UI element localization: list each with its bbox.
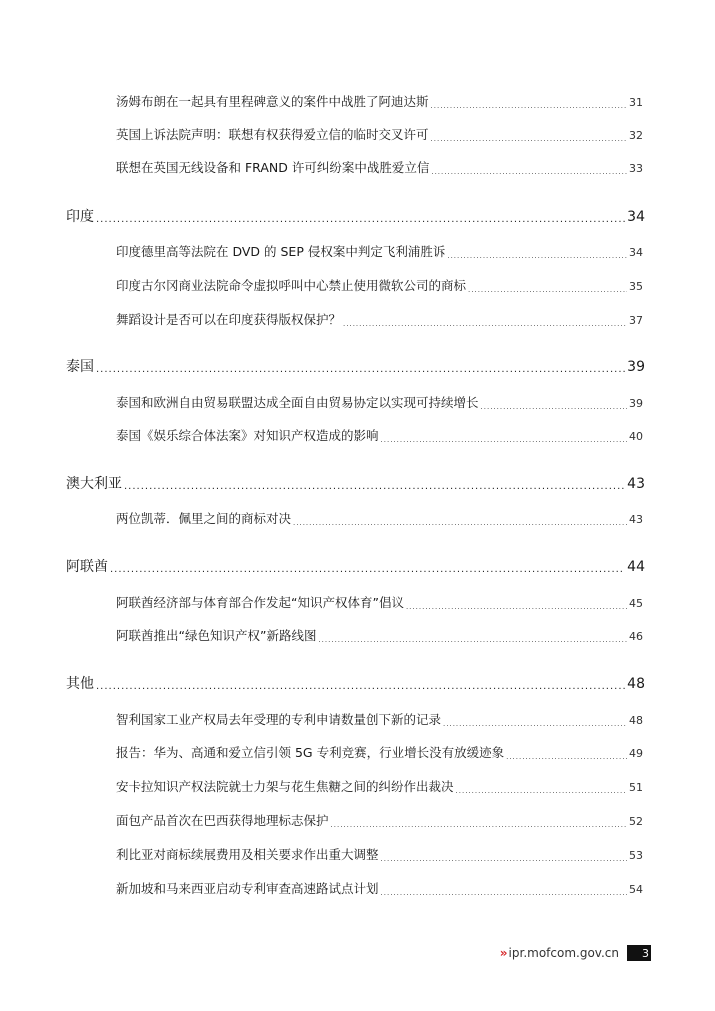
- leader-dots: [381, 889, 627, 899]
- toc-entry[interactable]: [116, 743, 643, 763]
- toc-entry[interactable]: [116, 125, 643, 145]
- toc-entry-page: 52: [629, 815, 643, 828]
- toc-entry-title: 阿联酋经济部与体育部合作发起“知识产权体育”倡议: [116, 595, 404, 610]
- toc-entry-title: 舞蹈设计是否可以在印度获得版权保护？: [116, 312, 342, 327]
- toc-entry[interactable]: [116, 593, 643, 613]
- toc-entry[interactable]: [116, 242, 643, 262]
- toc-section-heading[interactable]: [66, 673, 645, 695]
- toc-entry-page: 45: [629, 597, 643, 610]
- leader-dots: [381, 436, 627, 446]
- page-number-box: [627, 945, 651, 961]
- toc-entry-title: 英国上诉法院声明：联想有权获得爱立信的临时交叉许可: [116, 127, 429, 142]
- toc-section-title: 泰国: [66, 359, 94, 375]
- leader-dots: [124, 482, 625, 495]
- toc-section-heading[interactable]: [66, 556, 645, 578]
- toc-entry-page: 43: [629, 513, 643, 526]
- toc-entry-title: 两位凯蒂．佩里之间的商标对决: [116, 511, 292, 526]
- toc-entry-title: 汤姆布朗在一起具有里程碑意义的案件中战胜了阿迪达斯: [116, 94, 429, 109]
- leader-dots: [431, 135, 627, 145]
- toc-entry-page: 31: [629, 96, 643, 109]
- toc-section-page: 48: [627, 676, 645, 692]
- leader-dots: [96, 215, 625, 228]
- toc-entry[interactable]: [116, 276, 643, 296]
- toc-entry[interactable]: [116, 845, 643, 865]
- page-footer: [500, 944, 651, 962]
- toc-section-title: 澳大利亚: [66, 476, 122, 492]
- toc-entry[interactable]: [116, 777, 643, 797]
- leader-dots: [343, 320, 627, 330]
- toc-entry-page: 40: [629, 430, 643, 443]
- toc-entry-page: 49: [629, 747, 643, 760]
- toc-section-page: 44: [627, 559, 645, 575]
- toc-entry[interactable]: [116, 92, 643, 112]
- toc-entry-title: 联想在英国无线设备和 FRAND 许可纠纷案中战胜爱立信: [116, 160, 430, 175]
- toc-entry[interactable]: [116, 158, 643, 178]
- leader-dots: [431, 102, 627, 112]
- toc-entry-title: 智利国家工业产权局去年受理的专利申请数量创下新的记录: [116, 712, 442, 727]
- toc-section-heading[interactable]: [66, 473, 645, 495]
- toc-entry-page: 34: [629, 246, 643, 259]
- footer-url[interactable]: ipr.mofcom.gov.cn: [508, 946, 619, 960]
- leader-dots: [447, 252, 627, 262]
- toc-section-heading[interactable]: [66, 356, 645, 378]
- toc-entry-title: 印度德里高等法院在 DVD 的 SEP 侵权案中判定飞利浦胜诉: [116, 244, 446, 259]
- leader-dots: [468, 286, 627, 296]
- toc-entry-page: 37: [629, 314, 643, 327]
- toc-entry-title: 利比亚对商标续展费用及相关要求作出重大调整: [116, 847, 379, 862]
- toc-entry-page: 51: [629, 781, 643, 794]
- toc-entry-page: 39: [629, 397, 643, 410]
- toc-section-title: 印度: [66, 209, 94, 225]
- leader-dots: [506, 753, 627, 763]
- toc-entry[interactable]: [116, 879, 643, 899]
- leader-dots: [318, 636, 627, 646]
- leader-dots: [331, 821, 627, 831]
- toc-section-title: 阿联酋: [66, 559, 108, 575]
- toc-entry[interactable]: [116, 393, 643, 413]
- toc-entry-page: 33: [629, 162, 643, 175]
- leader-dots: [96, 365, 625, 378]
- toc-entry[interactable]: [116, 626, 643, 646]
- toc-entry[interactable]: [116, 509, 643, 529]
- toc-entry-title: 泰国和欧洲自由贸易联盟达成全面自由贸易协定以实现可持续增长: [116, 395, 479, 410]
- toc-entry-title: 面包产品首次在巴西获得地理标志保护: [116, 813, 329, 828]
- toc-entry-title: 新加坡和马来西亚启动专利审查高速路试点计划: [116, 881, 379, 896]
- toc-entry-page: 32: [629, 129, 643, 142]
- leader-dots: [293, 519, 627, 529]
- toc-section-title: 其他: [66, 676, 94, 692]
- toc-section-heading[interactable]: [66, 206, 645, 228]
- leader-dots: [456, 787, 627, 797]
- toc-entry[interactable]: [116, 426, 643, 446]
- toc-entry-title: 印度古尔冈商业法院命令虚拟呼叫中心禁止使用微软公司的商标: [116, 278, 467, 293]
- page-number: 3: [642, 946, 649, 960]
- toc-entry-page: 53: [629, 849, 643, 862]
- toc-entry-page: 46: [629, 630, 643, 643]
- leader-dots: [381, 855, 627, 865]
- leader-dots: [443, 720, 627, 730]
- leader-dots: [406, 603, 627, 613]
- toc-entry-title: 安卡拉知识产权法院就士力架与花生焦糖之间的纠纷作出裁决: [116, 779, 454, 794]
- leader-dots: [431, 168, 627, 178]
- toc-entry[interactable]: [116, 710, 643, 730]
- leader-dots: [96, 682, 625, 695]
- toc-section-page: 43: [627, 476, 645, 492]
- toc-entry-title: 泰国《娱乐综合体法案》对知识产权造成的影响: [116, 428, 379, 443]
- toc-entry-page: 35: [629, 280, 643, 293]
- toc-entry[interactable]: [116, 811, 643, 831]
- toc-entry-page: 54: [629, 883, 643, 896]
- toc-entry-title: 阿联酋推出“绿色知识产权”新路线图: [116, 628, 317, 643]
- leader-dots: [481, 403, 627, 413]
- toc-section-page: 34: [627, 209, 645, 225]
- leader-dots: [110, 565, 625, 578]
- toc-entry-page: 48: [629, 714, 643, 727]
- toc-entry[interactable]: [116, 310, 643, 330]
- toc-section-page: 39: [627, 359, 645, 375]
- toc-entry-title: 报告：华为、高通和爱立信引领 5G 专利竞赛，行业增长没有放缓迹象: [116, 745, 505, 760]
- double-chevron-right-icon: »: [499, 946, 505, 960]
